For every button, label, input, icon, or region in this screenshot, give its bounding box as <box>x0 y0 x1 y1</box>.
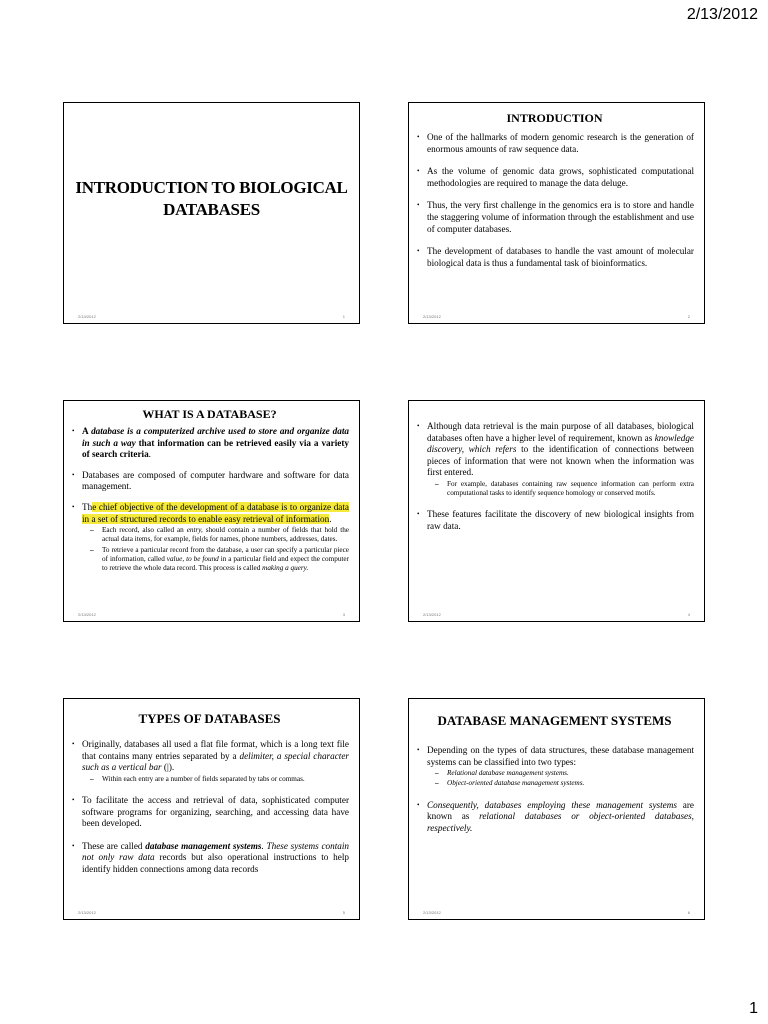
slide-footer-date: 2/13/2012 <box>423 314 441 319</box>
sub-list <box>427 480 694 498</box>
bullet-item: • To facilitate the access and retrieval of data, sophisticated computer software programs for organizing, searching, and accessing data have been developed. <box>70 795 349 830</box>
bullet-item: • A database is a computerized archive used to store and organize data in such a way that information can be retrieved easily via a variety of search criteria. <box>70 426 349 461</box>
bullet-list <box>70 426 349 573</box>
slide-footer-date: 2/13/2012 <box>78 910 96 915</box>
slide-footer-number: 4 <box>687 612 690 617</box>
sub-item: – To retrieve a particular record from the database, a user can specify a particular piece of information, called value, to be found in a particular field and expect the computer to retrieve the whole data record. This process is called making a query. <box>82 546 349 574</box>
bullet-item: • One of the hallmarks of modern genomic research is the generation of enormous amounts of raw sequence data. <box>415 132 694 155</box>
slide-footer-number: 6 <box>687 910 690 915</box>
slide-content <box>415 103 694 280</box>
sub-item: – Object-oriented database management systems. <box>427 779 694 788</box>
slide-footer-number: 2 <box>687 314 690 319</box>
slide-footer-date: 2/13/2012 <box>78 314 96 319</box>
page-number: 1 <box>749 1000 758 1017</box>
bullet-list <box>415 132 694 269</box>
slide-content <box>70 401 349 574</box>
sub-list <box>427 769 694 788</box>
bullet-item: • As the volume of genomic data grows, sophisticated computational methodologies are required to manage the data deluge. <box>415 166 694 189</box>
slide-3 <box>63 400 360 622</box>
slide-1 <box>63 102 360 324</box>
slide-5 <box>63 698 360 920</box>
slide-footer-date: 2/13/2012 <box>423 910 441 915</box>
bullet-item: • Although data retrieval is the main purpose of all databases, biological databases often have a higher level of requirement, known as knowledge discovery, which refers to the identification of connections between pieces of information that were not known when the information was first entered. – For example, databases containing raw sequence information can perform extra computational tasks to identify sequence homology or conserved motifs. <box>415 421 694 498</box>
slide-title: INTRODUCTION TO BIOLOGICAL DATABASES <box>75 178 348 219</box>
sub-item: – Each record, also called an entry, should contain a number of fields that hold the actual data items, for example, fields for names, phone numbers, addresses, dates. <box>82 526 349 544</box>
slide-4 <box>408 400 705 622</box>
bullet-item: • The chief objective of the development of a database is to organize data in a set of structured records to enable easy retrieval of information. – Each record, also called an entry, should contain a number of fields that hold the actual data items, for example, fields for names, phone numbers, addresses, dates. – To retrieve a particular record from the database, a user can specify a particular piece of information, called value, to be found in a particular field and expect the computer to retrieve the whole data record. This process is called making a query. <box>70 502 349 573</box>
slide-footer-number: 3 <box>342 612 345 617</box>
slide-footer-date: 2/13/2012 <box>423 612 441 617</box>
sub-item: – For example, databases containing raw sequence information can perform extra computational tasks to identify sequence homology or conserved motifs. <box>427 480 694 498</box>
slide-content <box>415 421 694 544</box>
bullet-item: • Consequently, databases employing these management systems are known as relational databases or object-oriented databases, respectively. <box>415 800 694 835</box>
slide-footer-date: 2/13/2012 <box>78 612 96 617</box>
bullet-list <box>415 421 694 533</box>
sub-item: – Relational database management systems. <box>427 769 694 778</box>
slide-title: INTRODUCTION <box>506 111 603 125</box>
slide-title: WHAT IS A DATABASE? <box>142 407 277 421</box>
sub-list <box>82 775 349 784</box>
slide-6 <box>408 698 705 920</box>
bullet-item: • These features facilitate the discovery of new biological insights from raw data. <box>415 509 694 532</box>
sub-list <box>82 526 349 573</box>
bullet-item: • These are called database management systems. These systems contain not only raw data records but also operational instructions to help identify hidden connections among data records <box>70 841 349 876</box>
highlighted-text: e chief objective of the development of a database is to organize data in a set of structured records to enable easy retrieval of information <box>82 501 349 524</box>
slide-content <box>70 699 349 887</box>
bullet-item: • Depending on the types of data structures, these database management systems can be classified into two types: – Relational database management systems. – Object-oriented database management systems. <box>415 745 694 789</box>
page-date: 2/13/2012 <box>686 6 758 23</box>
bullet-item: • Databases are composed of computer hardware and software for data management. <box>70 470 349 493</box>
bullet-item: • Thus, the very first challenge in the genomics era is to store and handle the staggering volume of information through the establishment and use of computer databases. <box>415 200 694 235</box>
slide-content <box>415 699 694 845</box>
slide-2 <box>408 102 705 324</box>
sub-item: – Within each entry are a number of fields separated by tabs or commas. <box>82 775 349 784</box>
bullet-list <box>70 739 349 876</box>
slide-title: TYPES OF DATABASES <box>138 711 281 726</box>
slide-footer-number: 1 <box>342 314 345 319</box>
bullet-item: • Originally, databases all used a flat file format, which is a long text file that contains many entries separated by a delimiter, a special character such as a vertical bar (|). – Within each entry are a number of fields separated by tabs or commas. <box>70 739 349 784</box>
bullet-list <box>415 745 694 834</box>
slide-footer-number: 5 <box>342 910 345 915</box>
bullet-item: • The development of databases to handle the vast amount of molecular biological data is thus a fundamental task of bioinformatics. <box>415 246 694 269</box>
slide-title: DATABASE MANAGEMENT SYSTEMS <box>437 713 672 728</box>
